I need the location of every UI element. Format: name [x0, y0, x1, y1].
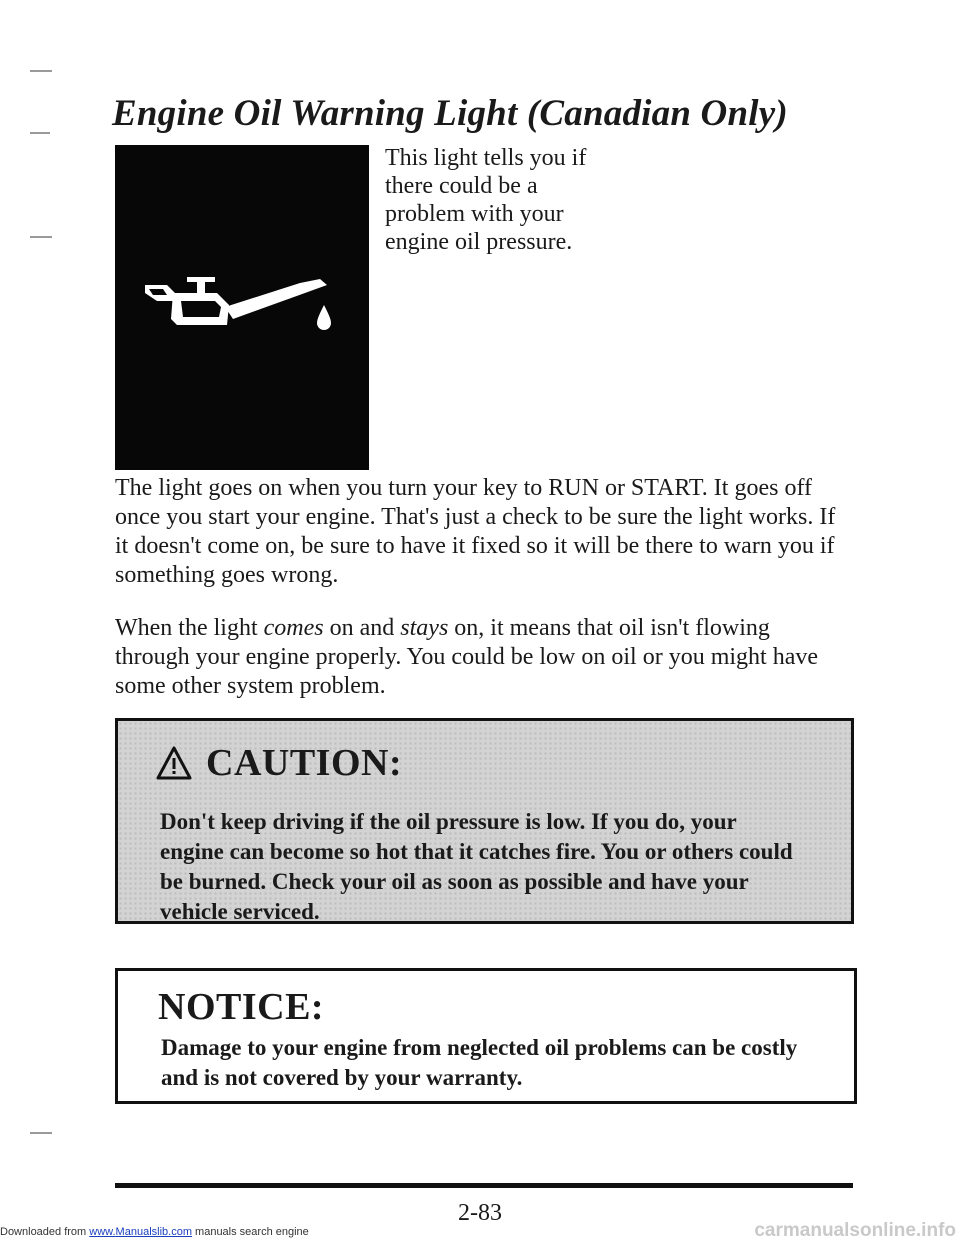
text-span: When the light [115, 615, 264, 641]
notice-title: NOTICE: [158, 986, 325, 1028]
emphasis-comes: comes [263, 615, 324, 641]
site-watermark: carmanualsonline.info [754, 1220, 956, 1241]
light-behavior-paragraph: The light goes on when you turn your key to RUN or START. It goes off once you start your engine. That's just a check to be sure the light works. If it doesn't come on, be sure to have it fixed so it will be there to warn you if something goes wrong. [115, 475, 836, 588]
emphasis-stays: stays [400, 615, 449, 641]
caution-box [115, 718, 854, 924]
warning-triangle-icon [156, 746, 192, 780]
warning-light-image [115, 145, 369, 470]
edge-mark [30, 70, 52, 72]
download-prefix: Downloaded from [0, 1226, 90, 1238]
edge-mark [30, 1132, 52, 1134]
footer-rule [115, 1183, 853, 1188]
download-credit [0, 1226, 309, 1238]
notice-text: Damage to your engine from neglected oil problems can be costly and is not covered by your warranty. [161, 1035, 798, 1090]
caution-title: CAUTION: [206, 742, 403, 784]
caution-text: Don't keep driving if the oil pressure is low. If you do, your engine can become so hot that it catches fire. You or others could be burned. Check your oil as soon as possible and have your vehicle serviced. [160, 809, 793, 924]
text-span: on and [323, 615, 401, 641]
oil-flow-paragraph [115, 614, 850, 701]
manualslib-link[interactable]: www.Manualslib.com [89, 1226, 192, 1238]
light-description: This light tells you if there could be a problem with your engine oil pressure. [385, 145, 587, 255]
text-span: on, it means that oil isn't flowing through your engine properly. You could be low on oil or you might have some other system problem. [115, 615, 819, 699]
notice-box [115, 968, 857, 1104]
oil-can-icon [145, 275, 345, 345]
edge-mark [30, 132, 50, 134]
page-number: 2-83 [458, 1200, 502, 1226]
caution-heading [156, 741, 402, 785]
edge-mark [30, 236, 52, 238]
page-title: Engine Oil Warning Light (Canadian Only) [112, 93, 788, 134]
download-suffix: manuals search engine [191, 1226, 309, 1238]
